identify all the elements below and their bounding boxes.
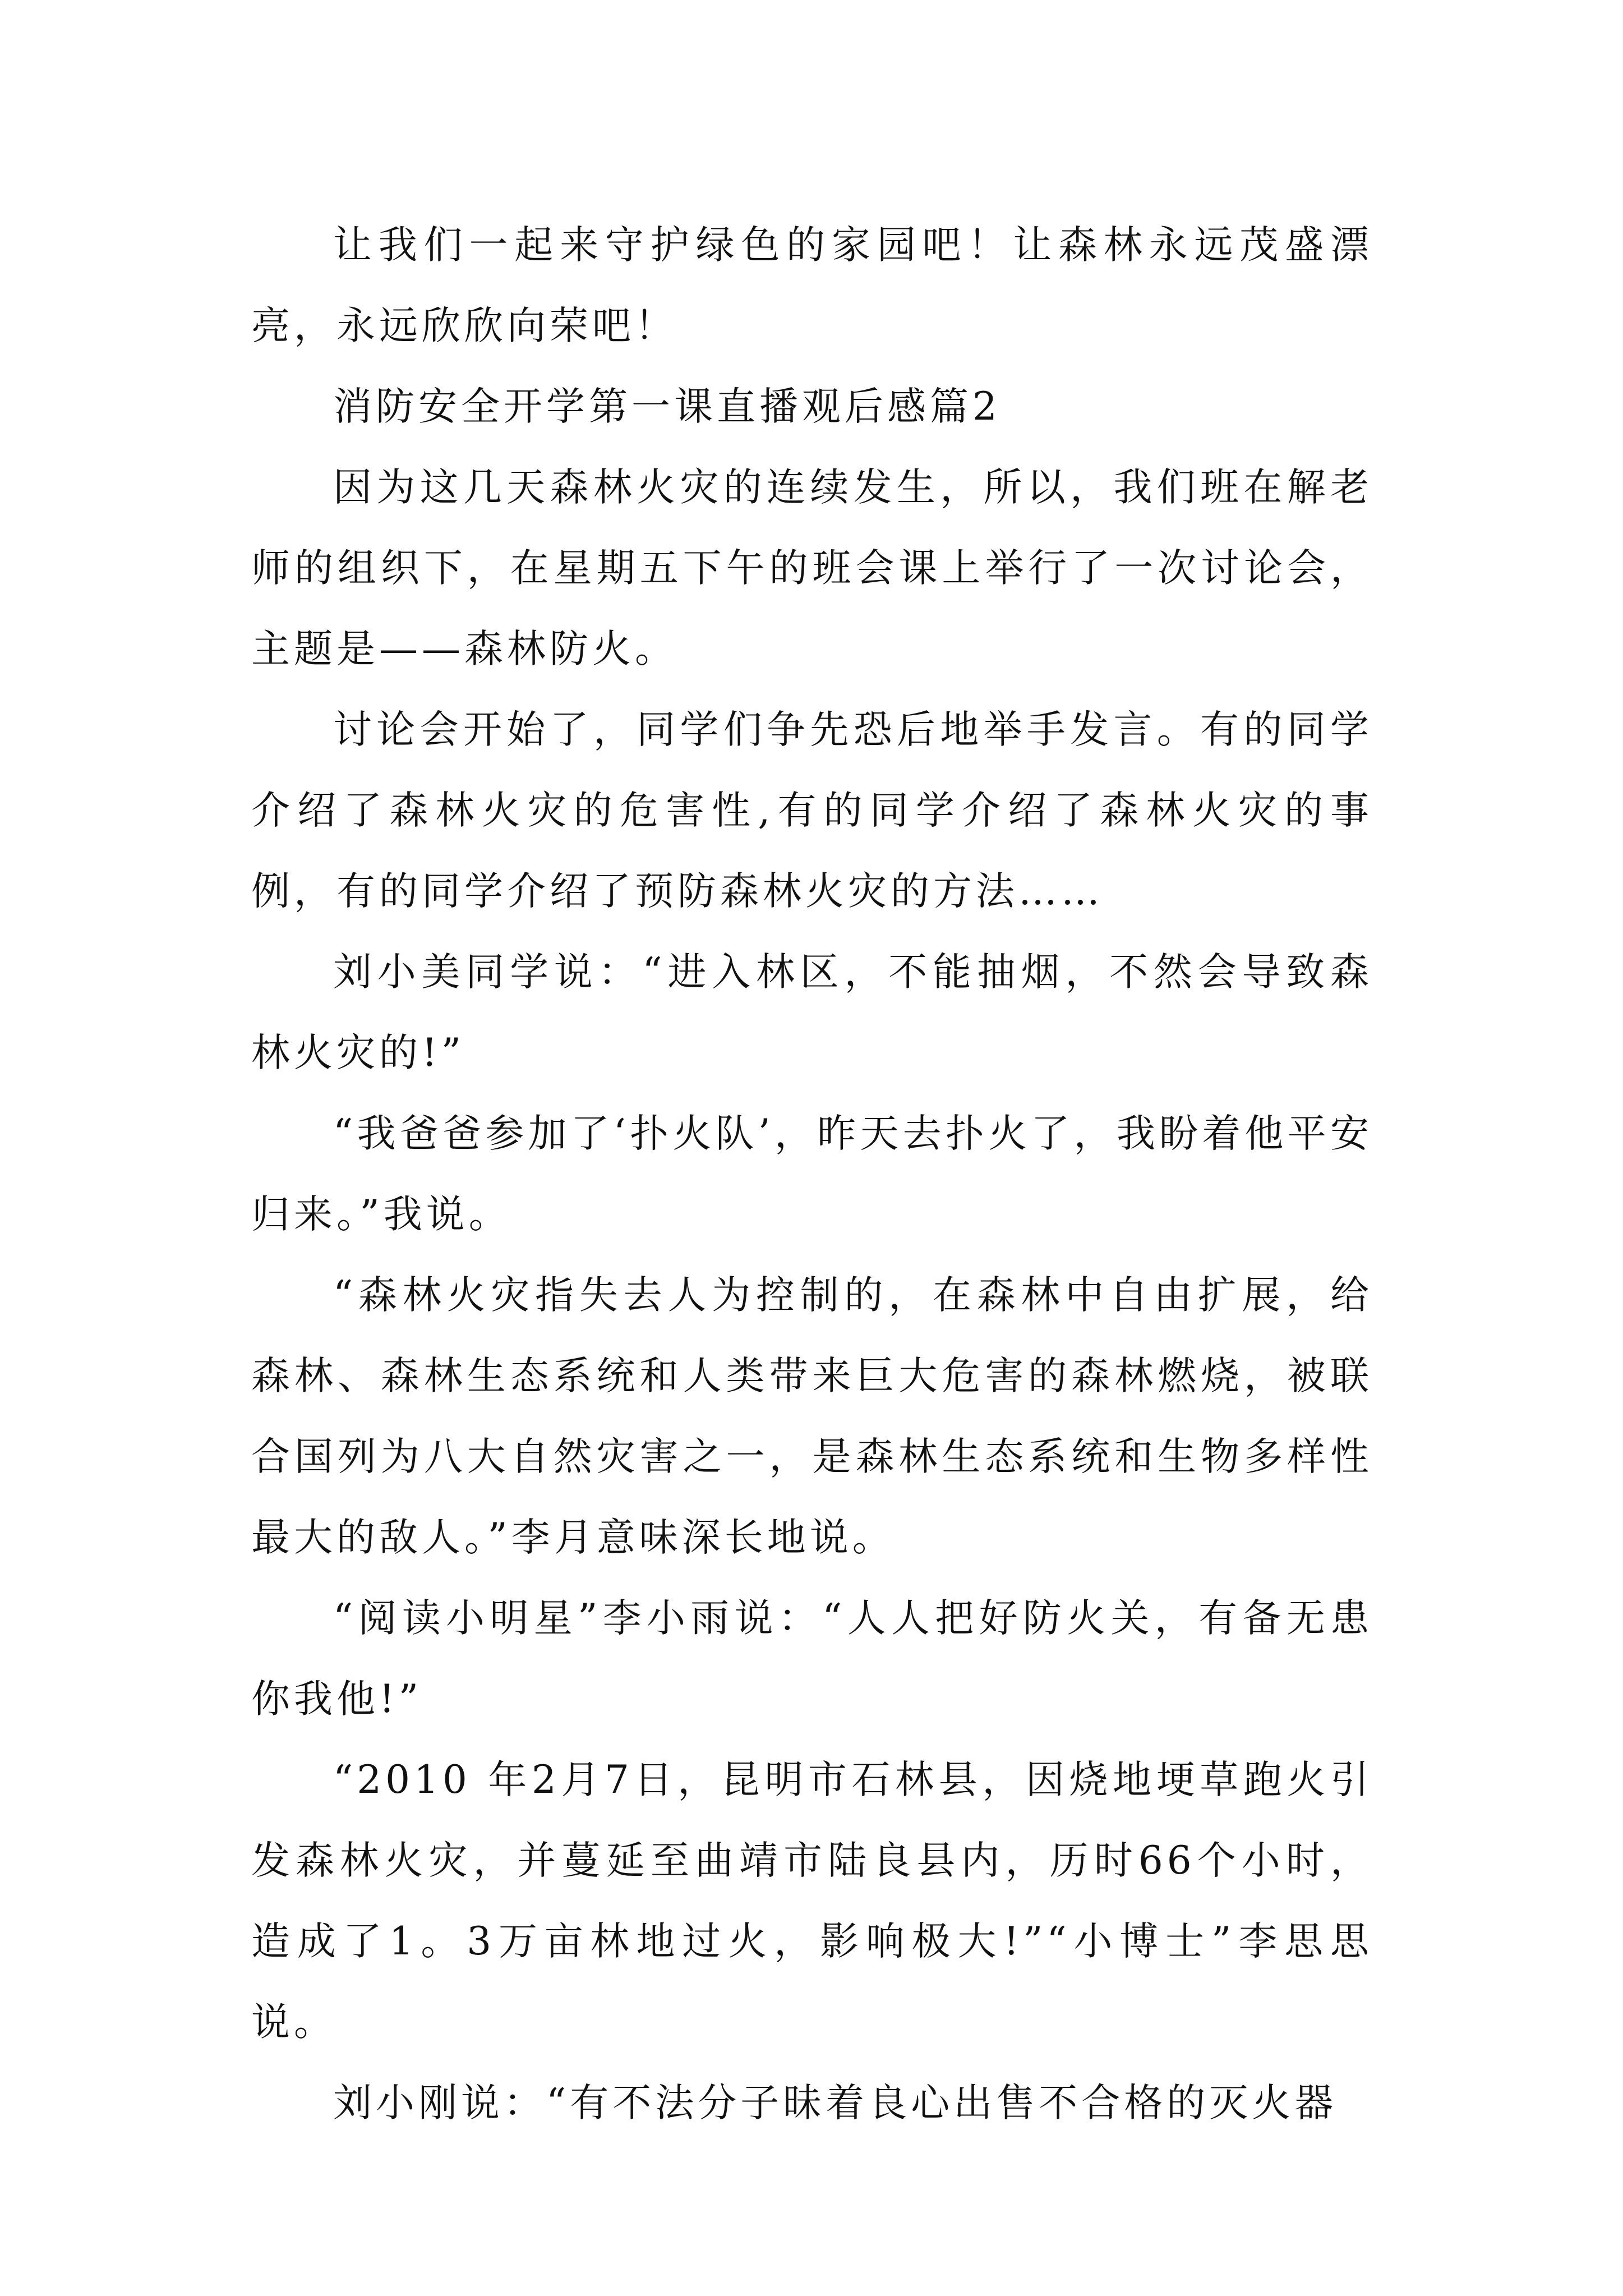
paragraph: 讨论会开始了，同学们争先恐后地举手发言。有的同学介绍了森林火灾的危害性,有的同学介绍了森林火灾的事例，有的同学介绍了预防森林火灾的方法…… xyxy=(251,707,1373,914)
paragraph: “阅读小明星”李小雨说：“人人把好防火关，有备无患你我他!” xyxy=(251,1596,1373,1722)
section-heading: 消防安全开学第一课直播观后感篇2 xyxy=(333,384,1001,429)
paragraph: 刘小美同学说：“进入林区，不能抽烟，不然会导致森林火灾的!” xyxy=(251,950,1373,1075)
paragraph: 让我们一起来守护绿色的家园吧！让森林永远茂盛漂亮，永远欣欣向荣吧！ xyxy=(251,223,1373,348)
document-body xyxy=(251,205,1373,2143)
paragraph: “森林火灾指失去人为控制的，在森林中自由扩展，给森林、森林生态系统和人类带来巨大危害的森林燃烧，被联合国列为八大自然灾害之一，是森林生态系统和生物多样性最大的敌人。”李月意味深长地说。 xyxy=(251,1273,1373,1560)
paragraph: “我爸爸参加了‘扑火队’，昨天去扑火了，我盼着他平安归来。”我说。 xyxy=(251,1111,1373,1237)
paragraph: 刘小刚说：“有不法分子昧着良心出售不合格的灭火器 xyxy=(333,2081,1338,2125)
paragraph: 因为这几天森林火灾的连续发生，所以，我们班在解老师的组织下，在星期五下午的班会课上举行了一次讨论会，主题是——森林防火。 xyxy=(251,465,1373,671)
paragraph: “2010 年2月7日，昆明市石林县，因烧地埂草跑火引发森林火灾，并蔓延至曲靖市陆良县内，历时66个小时，造成了1。3万亩林地过火，影响极大!”“小博士”李思思说。 xyxy=(251,1757,1373,2045)
